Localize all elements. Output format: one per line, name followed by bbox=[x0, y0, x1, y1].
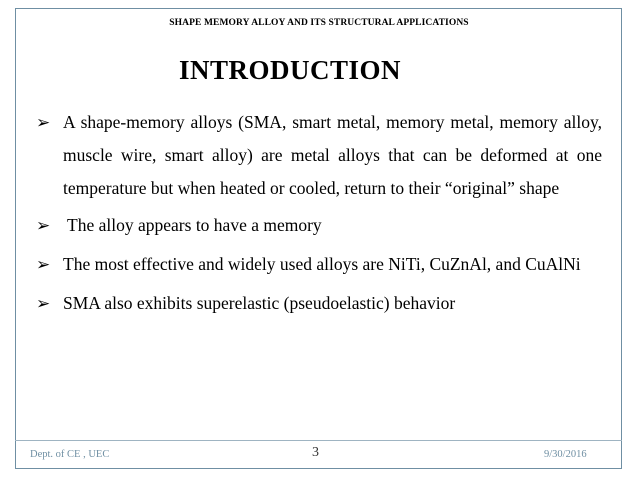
header-title: SHAPE MEMORY ALLOY AND ITS STRUCTURAL APPLICATIONS bbox=[169, 18, 469, 28]
bullet-item bbox=[36, 209, 602, 242]
arrow-bullet-icon: ➢ bbox=[36, 216, 51, 235]
bullet-text: SMA also exhibits superelastic (pseudoelastic) behavior bbox=[63, 293, 456, 313]
bullet-item bbox=[36, 106, 602, 205]
bullet-item bbox=[36, 287, 602, 320]
footer-page-number: 3 bbox=[312, 445, 319, 460]
arrow-bullet-icon: ➢ bbox=[36, 113, 51, 132]
footer-date: 9/30/2016 bbox=[544, 449, 587, 460]
bullet-text: The alloy appears to have a memory bbox=[63, 215, 322, 235]
bullet-list bbox=[36, 106, 602, 320]
footer-divider bbox=[15, 440, 622, 441]
slide-title: INTRODUCTION bbox=[178, 55, 402, 85]
arrow-bullet-icon: ➢ bbox=[36, 255, 51, 274]
footer-department: Dept. of CE , UEC bbox=[30, 449, 110, 460]
bullet-text: The most effective and widely used alloys are NiTi, CuZnAl, and CuAlNi bbox=[63, 254, 581, 274]
bullet-text: A shape-memory alloys (SMA, smart metal, memory metal, memory alloy, muscle wire, smart alloy) are metal alloys that can be deformed at one temperature but when heated or cooled, return to their “original” shape bbox=[63, 112, 602, 198]
bullet-item bbox=[36, 248, 602, 281]
arrow-bullet-icon: ➢ bbox=[36, 294, 51, 313]
